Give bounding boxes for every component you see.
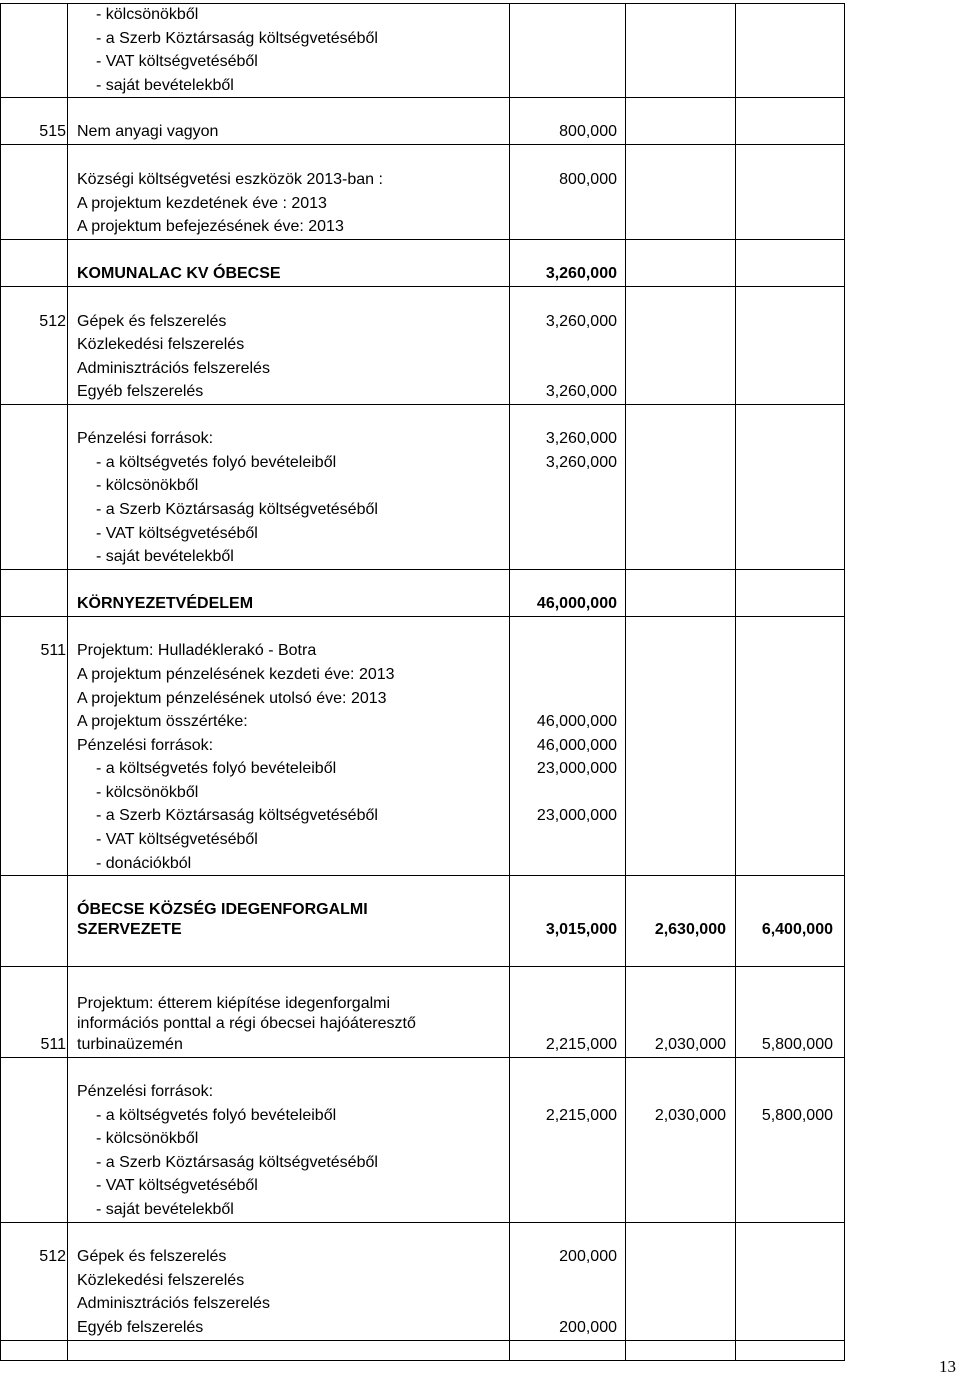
row-description: - a költségvetés folyó bevételeiből [96, 454, 337, 471]
row-rule [0, 569, 845, 570]
row-description: - kölcsönökből [96, 1130, 199, 1147]
row-description: A projektum pénzelésének utolsó éve: 2013 [77, 690, 387, 707]
row-rule [0, 239, 845, 240]
row-description: - donációkból [96, 855, 192, 872]
row-rule [0, 1057, 845, 1058]
row-description: - kölcsönökből [96, 477, 199, 494]
table-row [0, 1269, 845, 1292]
table-row [0, 310, 845, 333]
row-description: - a Szerb Köztársaság költségvetéséből [96, 807, 378, 824]
table-row [0, 357, 845, 380]
amount-column-1: 46,000,000 [536, 595, 617, 612]
row-description: Pénzelési források: [77, 430, 214, 447]
amount-column-1: 2,215,000 [545, 1107, 617, 1124]
table-row [0, 215, 845, 238]
row-description: - VAT költségvetéséből [96, 831, 258, 848]
table-row [0, 734, 845, 757]
table-row [0, 1198, 845, 1221]
row-description: - a költségvetés folyó bevételeiből [96, 760, 337, 777]
table-row [0, 1245, 845, 1268]
account-code: 515 [39, 123, 66, 140]
account-code: 511 [40, 1036, 66, 1053]
table-row [0, 451, 845, 474]
row-rule [0, 1340, 845, 1341]
row-description: Pénzelési források: [77, 1083, 214, 1100]
row-description: KÖRNYEZETVÉDELEM [77, 595, 254, 612]
row-description: Egyéb felszerelés [77, 383, 204, 400]
table-row [0, 262, 845, 285]
table-row [0, 522, 845, 545]
row-description: Közlekedési felszerelés [77, 1272, 245, 1289]
amount-column-1: 3,260,000 [545, 430, 617, 447]
row-description: turbinaüzemén [77, 1036, 183, 1053]
table-row [0, 918, 845, 941]
row-rule [0, 1222, 845, 1223]
table-row [0, 1127, 845, 1150]
table-row [0, 757, 845, 780]
row-description: A projektum pénzelésének kezdeti éve: 2013 [77, 666, 395, 683]
row-description: Községi költségvetési eszközök 2013-ban : [77, 171, 383, 188]
table-row [0, 852, 845, 875]
row-description: Gépek és felszerelés [77, 313, 227, 330]
table-row [0, 1316, 845, 1339]
row-description: - saját bevételekből [96, 548, 234, 565]
table-border-bottom [0, 1360, 845, 1361]
amount-column-3: 6,400,000 [761, 921, 833, 938]
amount-column-1: 46,000,000 [536, 737, 617, 754]
table-row [0, 192, 845, 215]
table-row [0, 1104, 845, 1127]
row-description: Projektum: Hulladéklerakó - Botra [77, 642, 317, 659]
table-row [0, 545, 845, 568]
amount-column-1: 23,000,000 [536, 760, 617, 777]
row-description: - VAT költségvetéséből [96, 1177, 258, 1194]
row-description: Közlekedési felszerelés [77, 336, 245, 353]
row-rule [0, 97, 845, 98]
row-description: Projektum: étterem kiépítése idegenforgalmi [77, 995, 391, 1012]
row-description: A projektum befejezésének éve: 2013 [77, 218, 344, 235]
row-description: - kölcsönökből [96, 784, 199, 801]
row-description: A projektum kezdetének éve : 2013 [77, 195, 327, 212]
table-row [0, 804, 845, 827]
table-row [0, 1033, 845, 1056]
row-rule [0, 875, 845, 876]
row-description: Gépek és felszerelés [77, 1248, 227, 1265]
table-row [0, 427, 845, 450]
account-code: 512 [39, 313, 66, 330]
table-row [0, 27, 845, 50]
amount-column-1: 23,000,000 [536, 807, 617, 824]
table-row [0, 1151, 845, 1174]
amount-column-1: 200,000 [559, 1248, 617, 1265]
table-row [0, 1174, 845, 1197]
table-row [0, 50, 845, 73]
row-description: - a Szerb Köztársaság költségvetéséből [96, 1154, 378, 1171]
page-number: 13 [939, 1357, 956, 1376]
row-description: A projektum összértéke: [77, 713, 248, 730]
row-rule [0, 616, 845, 617]
amount-column-1: 3,015,000 [545, 921, 617, 938]
table-row [0, 474, 845, 497]
amount-column-1: 3,260,000 [545, 383, 617, 400]
amount-column-1: 800,000 [559, 171, 617, 188]
amount-column-1: 3,260,000 [545, 265, 617, 282]
amount-column-1: 3,260,000 [545, 454, 617, 471]
amount-column-1: 46,000,000 [536, 713, 617, 730]
row-description: Nem anyagi vagyon [77, 123, 219, 140]
row-rule [0, 144, 845, 145]
account-code: 511 [40, 642, 66, 659]
row-rule [0, 286, 845, 287]
row-description: - kölcsönökből [96, 6, 199, 23]
account-code: 512 [39, 1248, 66, 1265]
amount-column-2: 2,030,000 [654, 1036, 726, 1053]
row-rule [0, 404, 845, 405]
row-description: Adminisztrációs felszerelés [77, 360, 270, 377]
row-description: - saját bevételekből [96, 1201, 234, 1218]
table-row [0, 828, 845, 851]
amount-column-3: 5,800,000 [761, 1107, 833, 1124]
row-description: KOMUNALAC KV ÓBECSE [77, 265, 281, 282]
row-description: Adminisztrációs felszerelés [77, 1295, 270, 1312]
row-description: - a költségvetés folyó bevételeiből [96, 1107, 337, 1124]
row-description: - a Szerb Köztársaság költségvetéséből [96, 30, 378, 47]
amount-column-1: 800,000 [559, 123, 617, 140]
amount-column-1: 2,215,000 [545, 1036, 617, 1053]
table-row [0, 74, 845, 97]
table-row [0, 3, 845, 26]
table-row [0, 663, 845, 686]
row-description: SZERVEZETE [77, 921, 182, 938]
row-description: - VAT költségvetéséből [96, 53, 258, 70]
table-row [0, 380, 845, 403]
row-description: információs ponttal a régi óbecsei hajóáteresztő [77, 1015, 416, 1032]
table-row [0, 333, 845, 356]
table-row [0, 1080, 845, 1103]
table-row [0, 120, 845, 143]
row-rule [0, 966, 845, 967]
row-description: ÓBECSE KÖZSÉG IDEGENFORGALMI [77, 901, 368, 918]
amount-column-2: 2,630,000 [654, 921, 726, 938]
table-row [0, 168, 845, 191]
table-row [0, 781, 845, 804]
table-row [0, 498, 845, 521]
row-description: - saját bevételekből [96, 77, 234, 94]
table-row [0, 710, 845, 733]
amount-column-1: 3,260,000 [545, 313, 617, 330]
amount-column-2: 2,030,000 [654, 1107, 726, 1124]
table-row [0, 592, 845, 615]
amount-column-3: 5,800,000 [761, 1036, 833, 1053]
table-row [0, 1292, 845, 1315]
row-description: - a Szerb Köztársaság költségvetéséből [96, 501, 378, 518]
amount-column-1: 200,000 [559, 1319, 617, 1336]
row-description: Pénzelési források: [77, 737, 214, 754]
row-description: Egyéb felszerelés [77, 1319, 204, 1336]
table-row [0, 639, 845, 662]
table-row [0, 687, 845, 710]
table-row [0, 1012, 845, 1035]
row-description: - VAT költségvetéséből [96, 525, 258, 542]
